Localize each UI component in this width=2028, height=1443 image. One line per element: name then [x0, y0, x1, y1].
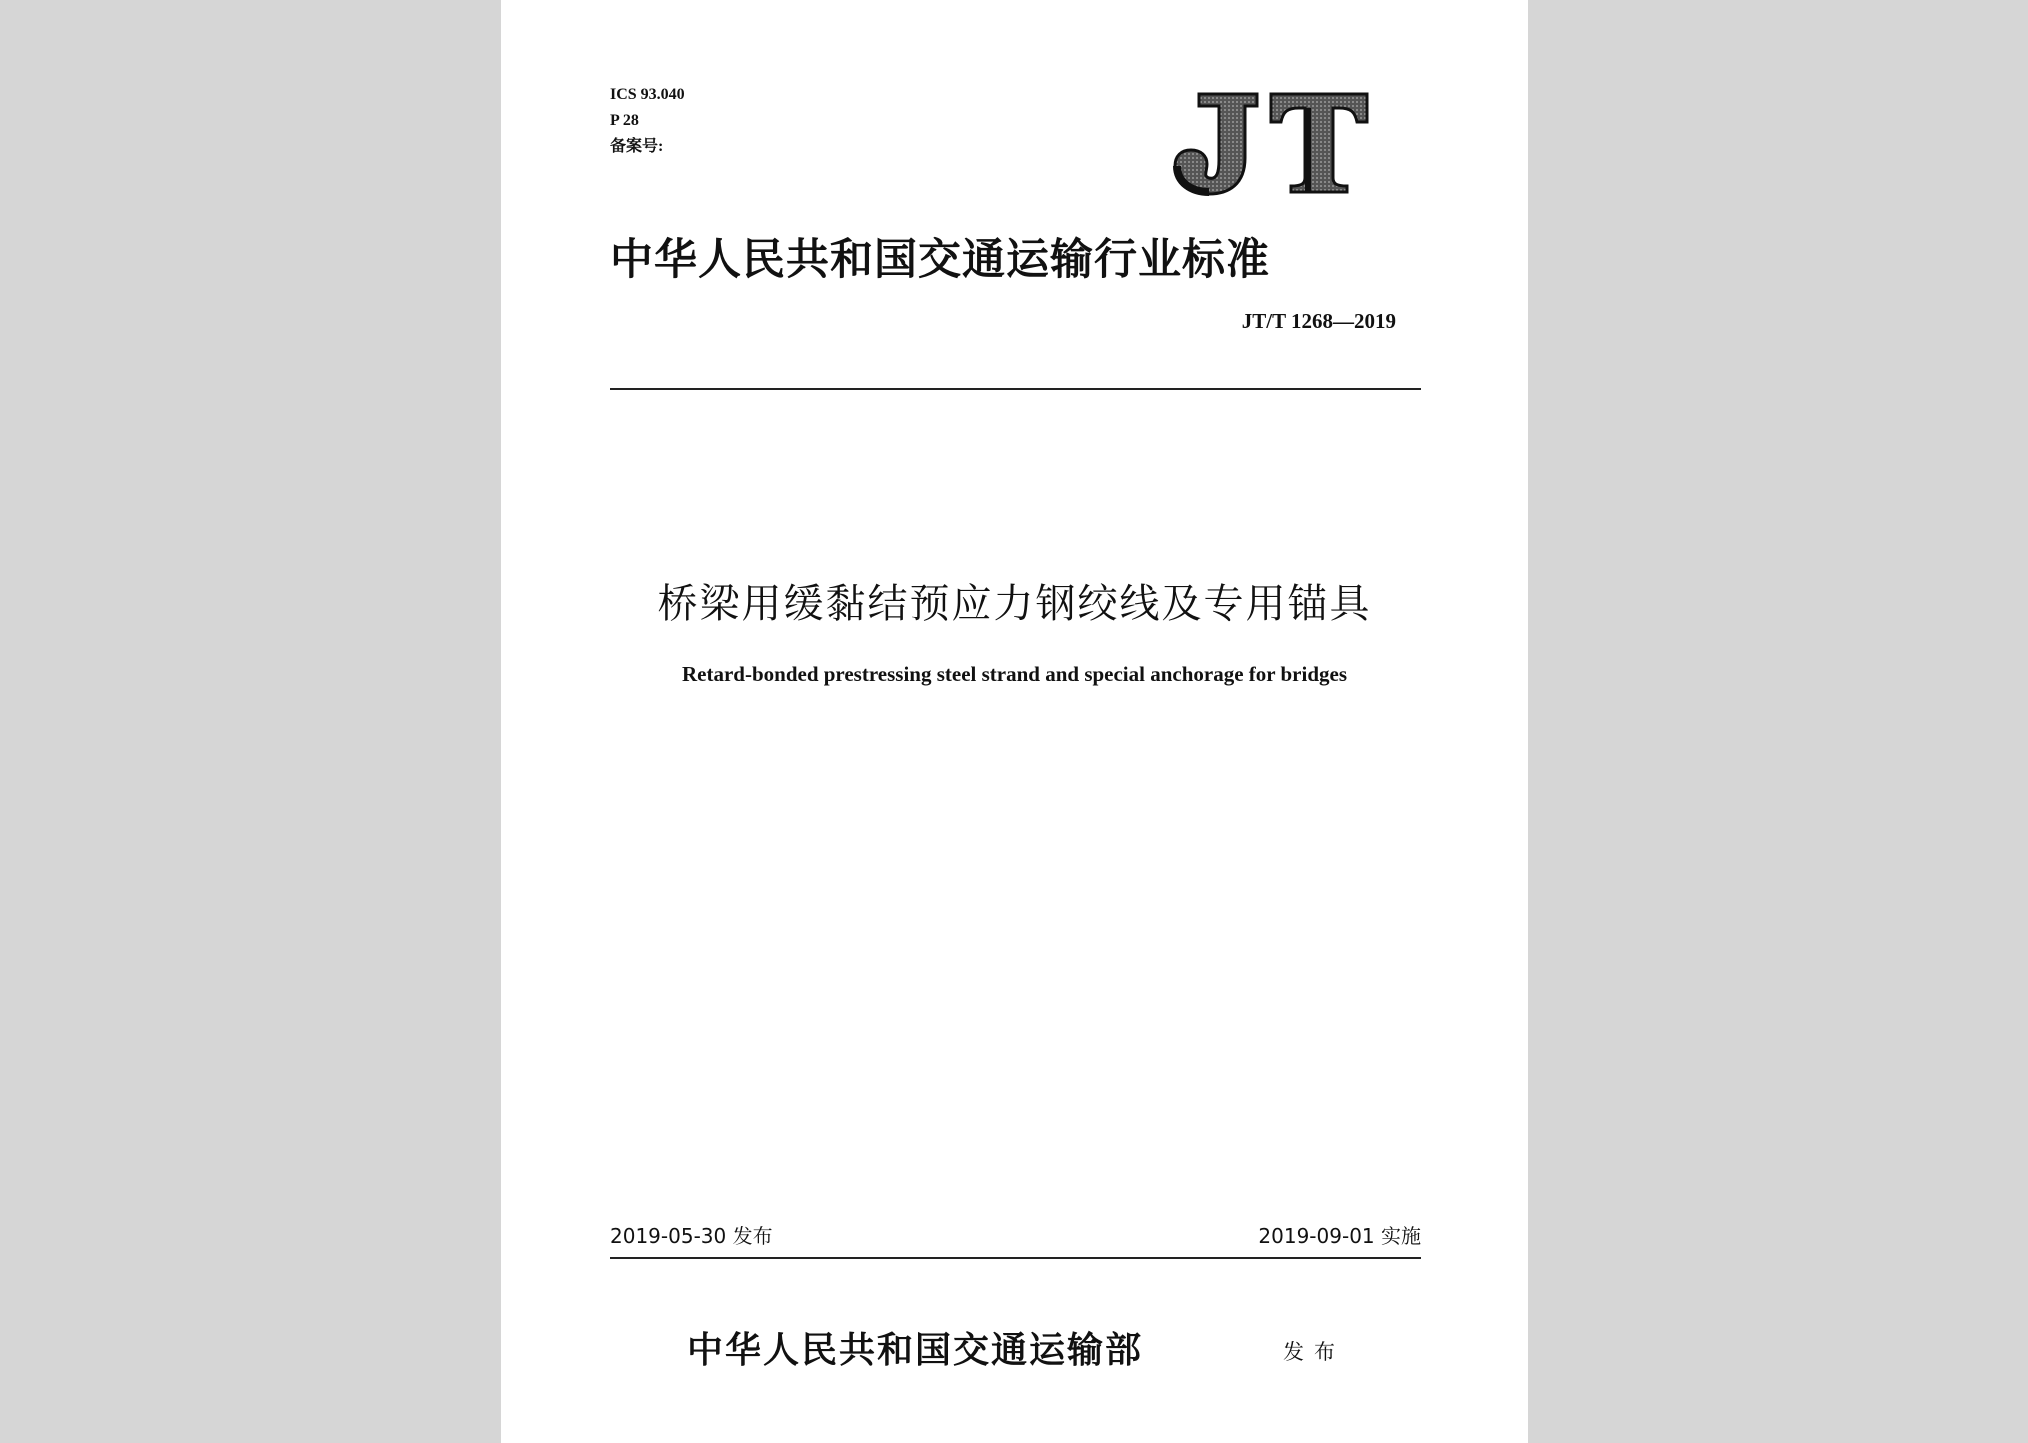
jt-logo — [1171, 88, 1371, 198]
standard-code: JT/T 1268—2019 — [1241, 309, 1396, 333]
issue-date: 2019-05-30 发布 — [610, 1224, 773, 1248]
publisher-name: 中华人民共和国交通运输部 — [687, 1329, 1144, 1371]
document-page — [501, 0, 1528, 1443]
record-number-label: 备案号: — [610, 138, 664, 155]
implementation-date: 2019-09-01 实施 — [1258, 1224, 1421, 1248]
top-divider — [610, 388, 1421, 390]
document-title-english: Retard-bonded prestressing steel strand and special anchorage for bridges — [681, 662, 1347, 686]
header-meta — [610, 82, 685, 160]
ics-code: ICS 93.040 — [610, 86, 685, 103]
publish-label: 发布 — [1283, 1340, 1345, 1364]
classification-code: P 28 — [610, 112, 639, 129]
bottom-divider — [610, 1257, 1421, 1259]
standard-category-title: 中华人民共和国交通运输行业标准 — [610, 235, 1270, 285]
document-title-chinese: 桥梁用缓黏结预应力钢绞线及专用锚具 — [657, 581, 1372, 627]
